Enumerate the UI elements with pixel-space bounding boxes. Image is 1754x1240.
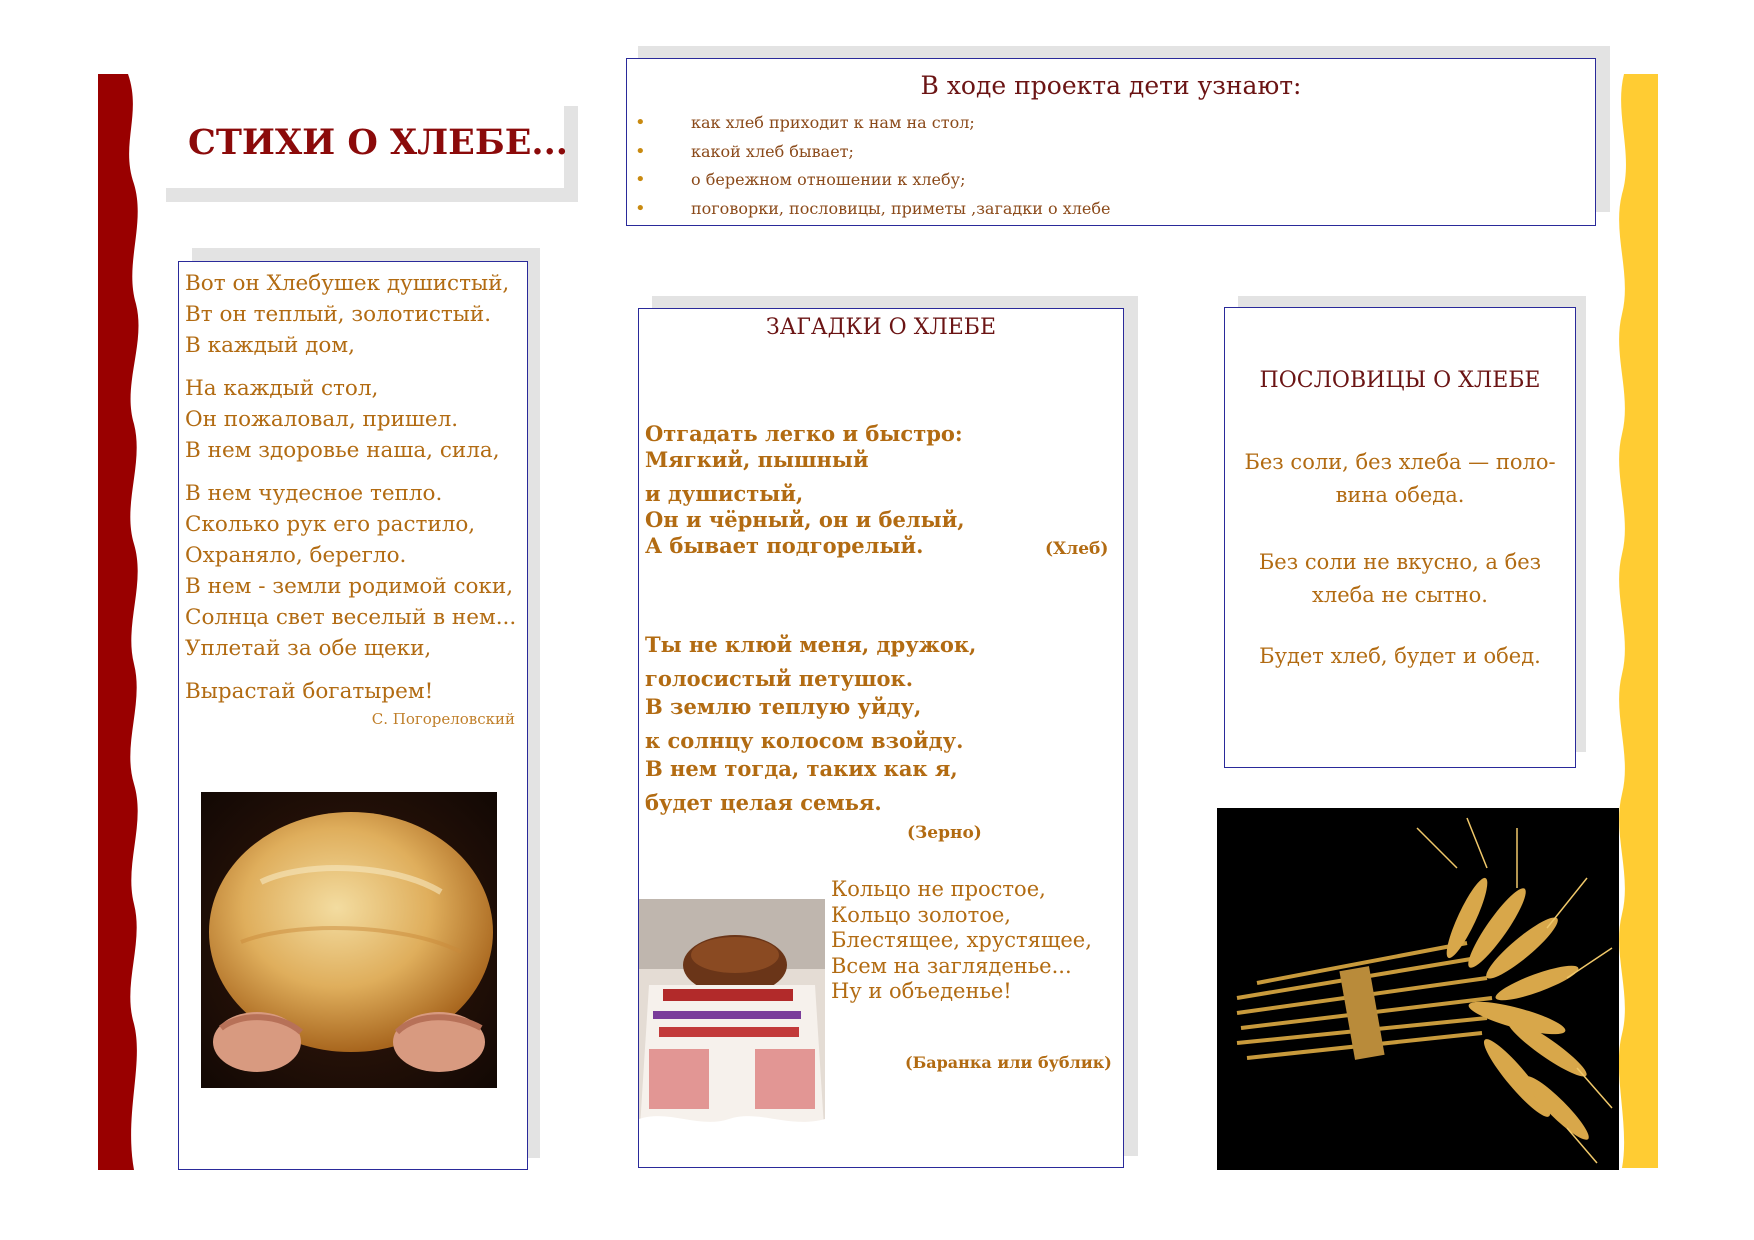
proverb-1 [1225,446,1575,512]
yellow-wavy-band [1614,74,1658,1168]
poem-line: На каждый стол, [185,376,379,401]
poem-line: В нем - земли родимой соки, [185,574,514,599]
poem-line: В нем здоровье наша, сила, [185,438,500,463]
proverb-line: Без соли, без хлеба — поло- [1244,450,1556,474]
riddle-line: к солнцу колосом взойду. [645,728,964,753]
red-wavy-band [98,74,144,1170]
riddle-answer-bread: (Хлеб) [1045,539,1109,559]
proverbs-box [1224,307,1576,768]
riddle-line: А бывает подгорелый. [645,533,924,558]
goals-list [627,109,1110,223]
riddle-answer-bagel: (Баранка или бублик) [905,1053,1112,1072]
riddle-line: Кольцо не простое, [831,877,1046,901]
poem-stanza [185,478,516,664]
proverb-line: Без соли не вкусно, а без [1258,550,1542,574]
poem-line: Вырастай богатырем! [185,679,434,704]
riddle-line: голосистый петушок. [645,666,914,691]
karavai-on-towel-image [639,899,825,1143]
bread-loaf-image [201,792,497,1088]
riddle-line: В нем тогда, таких как я, [645,756,958,781]
poem-author: С. Погореловский [371,710,515,728]
proverb-line: вина обеда. [1335,483,1465,507]
riddle-bread [645,421,965,559]
poem-box [178,261,528,1170]
riddle-line: Он и чёрный, он и белый, [645,507,965,532]
poem-line: Он пожаловал, пришел. [185,407,459,432]
left-title: СТИХИ О ХЛЕБЕ... [188,122,568,163]
riddle-bagel [831,877,1092,1005]
proverb-2 [1225,546,1575,612]
poem-line: Солнца свет веселый в нем... [185,605,517,630]
proverbs-heading: ПОСЛОВИЦЫ О ХЛЕБЕ [1259,368,1541,393]
poem-text [185,268,516,719]
poem-line: Охраняло, берегло. [185,543,407,568]
riddle-line: Кольцо золотое, [831,902,1011,927]
riddle-grain [645,631,976,817]
goal-item: • как хлеб приходит к нам на стол; [627,109,1110,138]
poem-stanza [185,373,516,466]
wheat-sheaf-image [1217,808,1619,1170]
poem-line: В нем чудесное тепло. [185,481,443,506]
goals-heading: В ходе проекта дети узнают: [920,71,1302,100]
riddle-answer-grain: (Зерно) [907,823,982,843]
riddle-line: В землю теплую уйду, [645,694,922,719]
poem-line: Сколько рук его растило, [185,512,476,537]
riddles-heading: ЗАГАДКИ О ХЛЕБЕ [765,315,997,340]
riddle-line: и душистый, [645,481,804,506]
riddles-box [638,308,1124,1168]
title-panel [166,106,568,188]
goal-item: • какой хлеб бывает; [627,138,1110,167]
proverb-3: Будет хлеб, будет и обед. [1259,644,1541,668]
poem-line: Вт он теплый, золотистый. [185,302,492,327]
riddle-line: Ну и объеденье! [831,979,1012,1003]
goals-box [626,58,1596,226]
goal-item: • о бережном отношении к хлебу; [627,166,1110,195]
riddle-line: Отгадать легко и быстро: [645,421,963,446]
proverb-line: хлеба не сытно. [1312,583,1488,607]
poem-stanza [185,676,516,707]
poem-stanza [185,268,516,361]
riddle-line: Мягкий, пышный [645,447,869,472]
goal-item: • поговорки, пословицы, приметы ,загадки о хлебе [627,195,1110,224]
riddle-line: будет целая семья. [645,790,882,815]
poem-line: В каждый дом, [185,333,355,358]
riddle-line: Блестящее, хрустящее, [831,928,1092,952]
poem-line: Вот он Хлебушек душистый, [185,271,510,296]
poem-line: Уплетай за обе щеки, [185,636,432,661]
riddle-line: Ты не клюй меня, дружок, [645,632,977,657]
riddle-line: Всем на загляденье... [831,953,1072,978]
